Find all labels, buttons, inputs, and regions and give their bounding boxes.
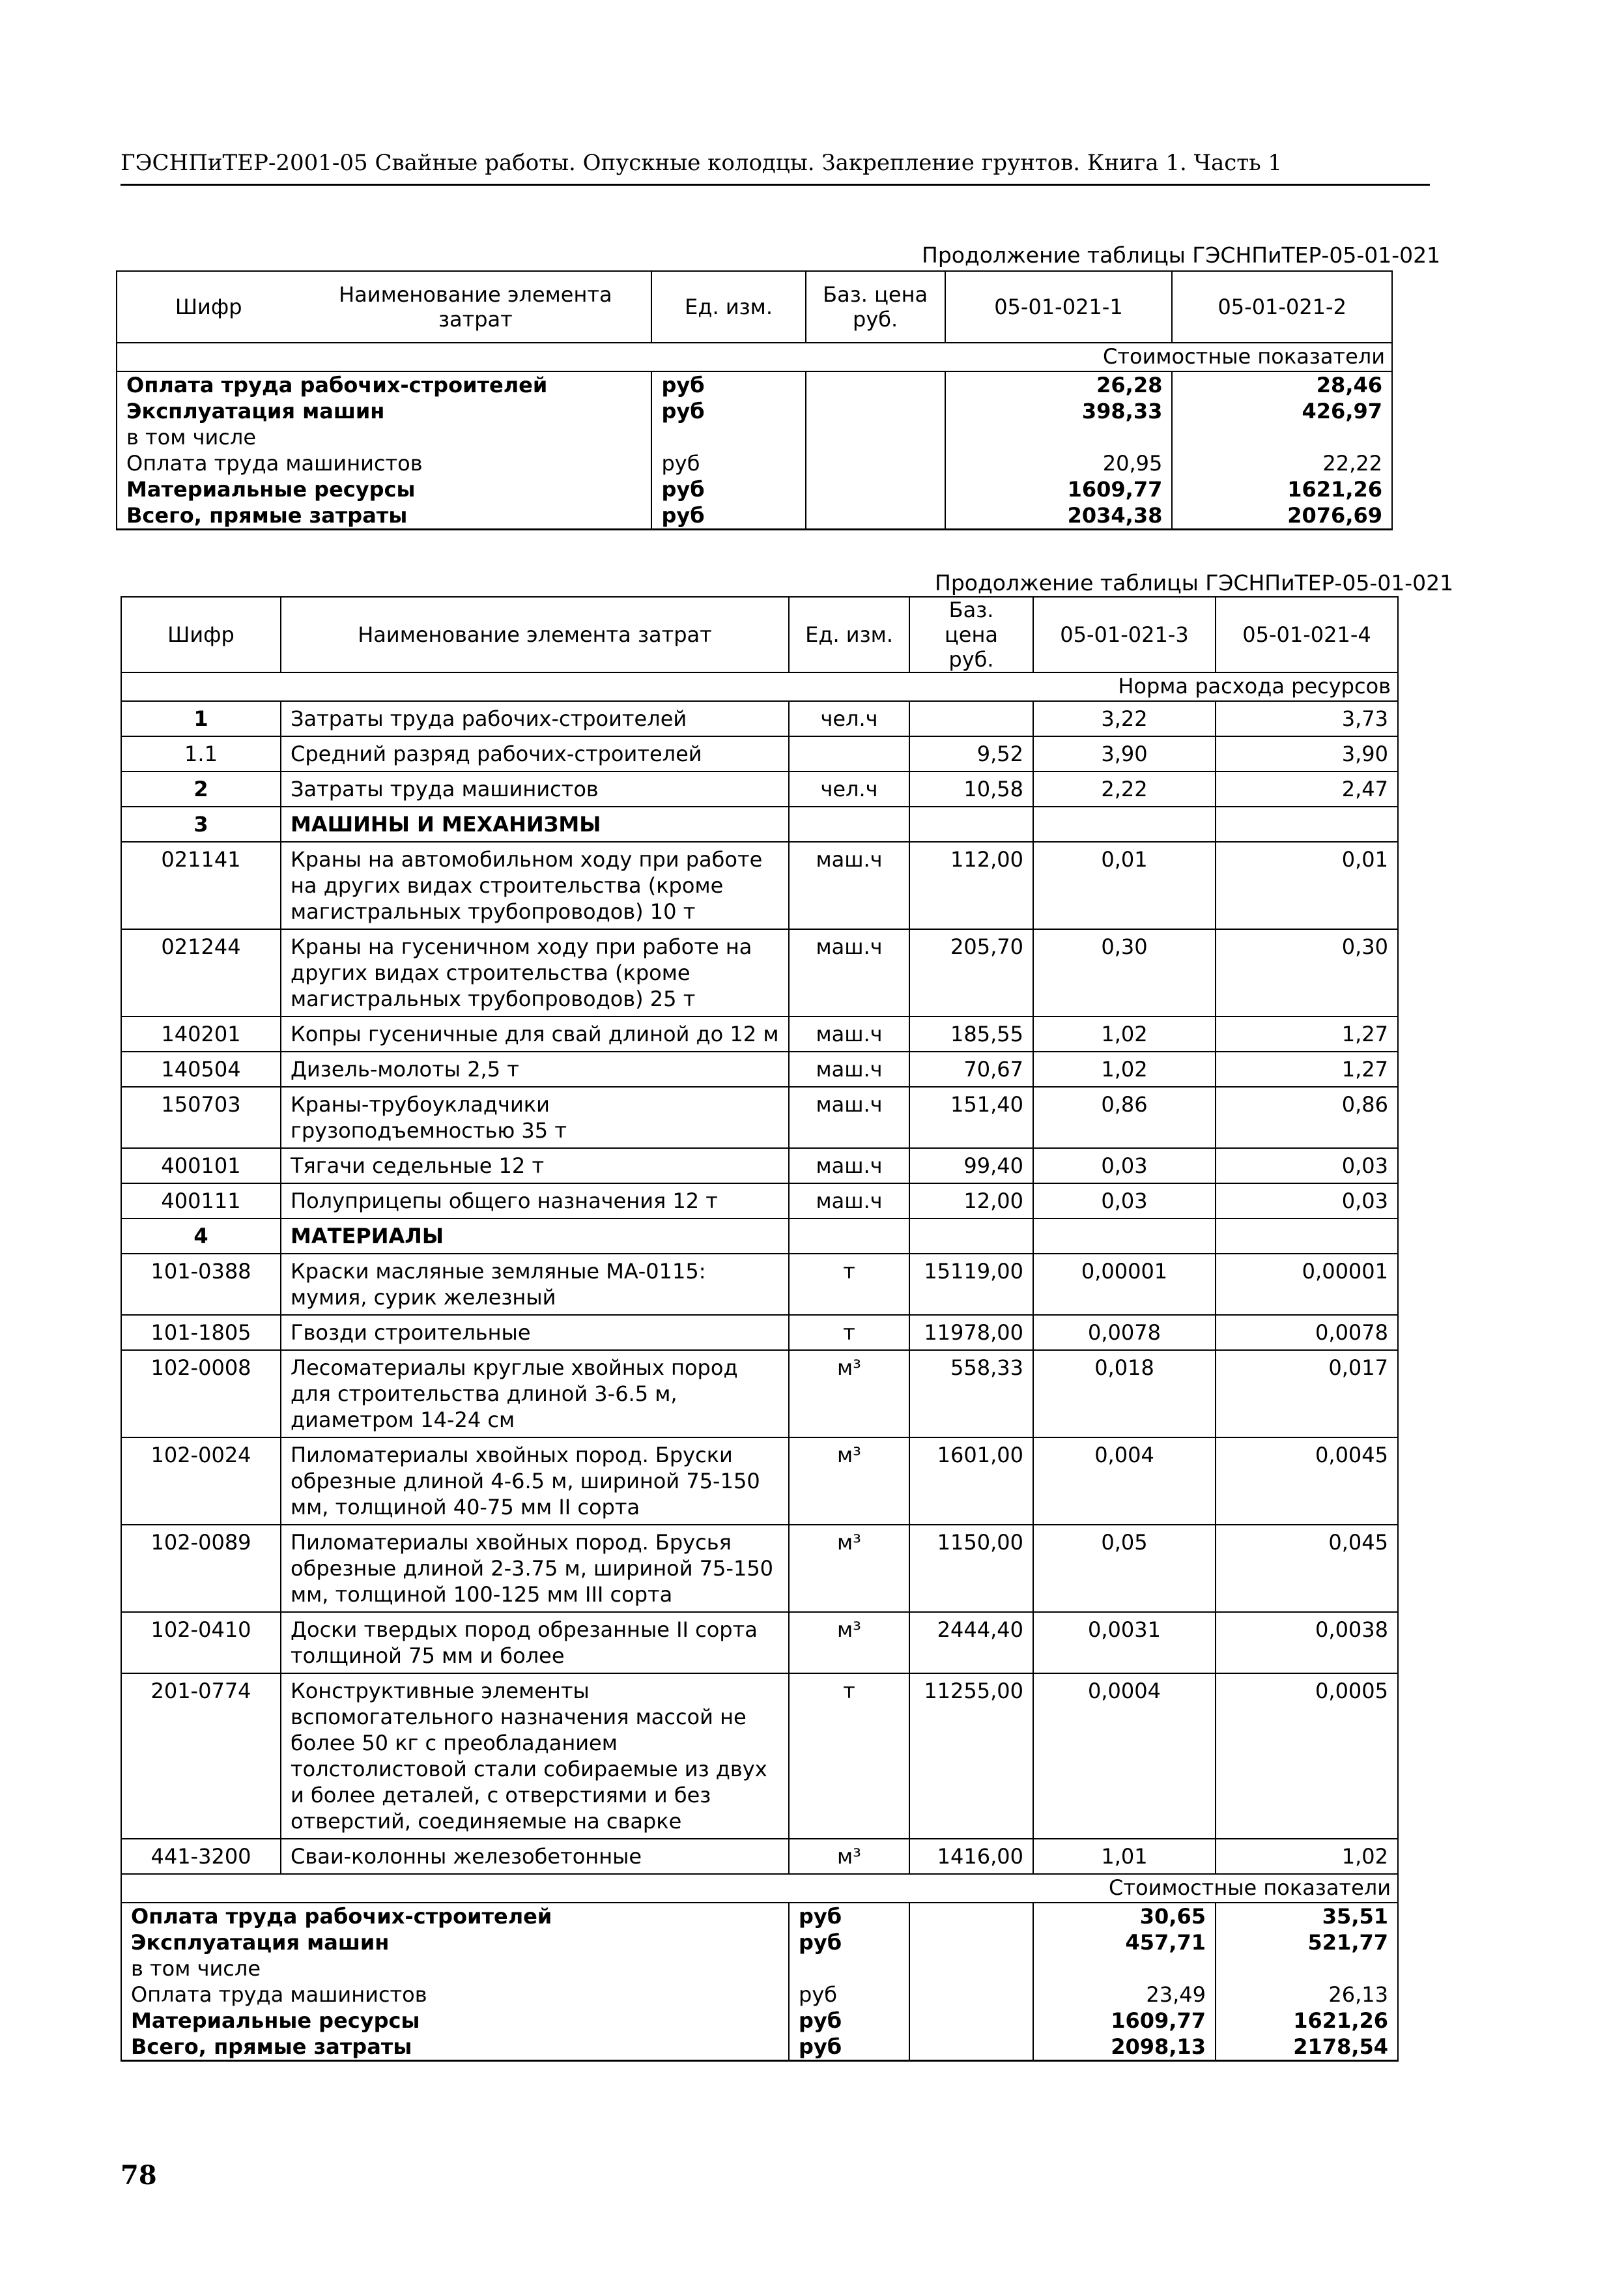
cost-row-price bbox=[909, 2008, 1033, 2034]
col-header-c1: 05-01-021-3 bbox=[1033, 597, 1216, 672]
cost-row-price bbox=[806, 502, 945, 530]
cost-row bbox=[117, 424, 1392, 450]
resource-code: 3 bbox=[121, 807, 281, 842]
resource-row bbox=[121, 1016, 1398, 1052]
cost-row-price bbox=[909, 2034, 1033, 2061]
cost-row-unit: руб bbox=[651, 476, 805, 502]
resource-value-2: 0,017 bbox=[1216, 1350, 1398, 1437]
resource-price: 99,40 bbox=[909, 1148, 1033, 1183]
cost-row-name: Оплата труда рабочих-строителей bbox=[117, 371, 651, 398]
resource-row bbox=[121, 1183, 1398, 1218]
cost-row-value-2 bbox=[1216, 1955, 1398, 1981]
cost-row bbox=[117, 450, 1392, 476]
col-header-unit: Ед. изм. bbox=[789, 597, 909, 672]
resource-row bbox=[121, 736, 1398, 771]
cost-row-value-2: 426,97 bbox=[1172, 398, 1392, 424]
cost-row bbox=[121, 1981, 1398, 2008]
cost-row-value-2: 2178,54 bbox=[1216, 2034, 1398, 2061]
resource-value-2: 1,27 bbox=[1216, 1052, 1398, 1087]
resource-price: 205,70 bbox=[909, 929, 1033, 1016]
resource-unit bbox=[789, 1218, 909, 1254]
table1-caption: Продолжение таблицы ГЭСНПиТЕР-05-01-021 bbox=[922, 242, 1441, 268]
resource-value-1: 0,018 bbox=[1033, 1350, 1216, 1437]
resource-row bbox=[121, 1148, 1398, 1183]
resource-code: 400101 bbox=[121, 1148, 281, 1183]
resource-name: Лесоматериалы круглые хвойных пород для строительства длиной 3-6.5 м, диаметром 14-24 см bbox=[281, 1350, 789, 1437]
resource-row bbox=[121, 1087, 1398, 1148]
resource-unit: чел.ч bbox=[789, 771, 909, 807]
resource-price bbox=[909, 1218, 1033, 1254]
resource-code: 140201 bbox=[121, 1016, 281, 1052]
resource-value-2 bbox=[1216, 807, 1398, 842]
cost-row-value-2: 28,46 bbox=[1172, 371, 1392, 398]
cost-row-value-2: 1621,26 bbox=[1216, 2008, 1398, 2034]
cost-row bbox=[121, 1929, 1398, 1955]
resource-value-2: 0,0038 bbox=[1216, 1612, 1398, 1673]
cost-row-price bbox=[909, 1955, 1033, 1981]
resource-value-1: 0,004 bbox=[1033, 1437, 1216, 1525]
cost-table-1 bbox=[116, 270, 1393, 530]
resource-value-2: 0,0005 bbox=[1216, 1673, 1398, 1839]
resource-name: Гвозди строительные bbox=[281, 1315, 789, 1350]
cost-row bbox=[117, 398, 1392, 424]
cost-row-name: Оплата труда машинистов bbox=[121, 1981, 789, 2008]
cost-row-name: Материальные ресурсы bbox=[121, 2008, 789, 2034]
cost-row-unit: руб bbox=[789, 2008, 909, 2034]
resource-row bbox=[121, 701, 1398, 736]
resource-name: Краны на автомобильном ходу при работе на других видах строительства (кроме магистральных трубопроводов) 10 т bbox=[281, 842, 789, 929]
resource-value-1: 2,22 bbox=[1033, 771, 1216, 807]
resource-unit: м³ bbox=[789, 1437, 909, 1525]
cost-row-value-1: 30,65 bbox=[1033, 1903, 1216, 1929]
resource-value-1: 0,03 bbox=[1033, 1183, 1216, 1218]
cost-row-value-1: 1609,77 bbox=[1033, 2008, 1216, 2034]
resource-name: Конструктивные элементы вспомогательного назначения массой не более 50 кг с преобладанием толстолистовой стали собираемые из двух и более деталей, с отверстиями и без отверстий, соединяемые на сварке bbox=[281, 1673, 789, 1839]
resource-value-1: 1,02 bbox=[1033, 1016, 1216, 1052]
resource-code: 140504 bbox=[121, 1052, 281, 1087]
resource-row bbox=[121, 771, 1398, 807]
cost-row-unit: руб bbox=[651, 450, 805, 476]
col-header-name: Наименование элемента затрат bbox=[300, 271, 651, 343]
resource-code: 1.1 bbox=[121, 736, 281, 771]
cost-row-value-2 bbox=[1172, 424, 1392, 450]
resource-value-1: 0,0078 bbox=[1033, 1315, 1216, 1350]
resource-name: Копры гусеничные для свай длиной до 12 м bbox=[281, 1016, 789, 1052]
col-header-c2: 05-01-021-4 bbox=[1216, 597, 1398, 672]
cost-row bbox=[121, 2034, 1398, 2061]
resource-value-1: 0,0004 bbox=[1033, 1673, 1216, 1839]
resource-price: 558,33 bbox=[909, 1350, 1033, 1437]
col-header-c2: 05-01-021-2 bbox=[1172, 271, 1392, 343]
resource-value-2: 0,045 bbox=[1216, 1525, 1398, 1612]
resource-row bbox=[121, 807, 1398, 842]
resource-row bbox=[121, 842, 1398, 929]
resource-value-2: 0,0045 bbox=[1216, 1437, 1398, 1525]
resource-unit: т bbox=[789, 1315, 909, 1350]
cost-row bbox=[117, 502, 1392, 530]
resource-row bbox=[121, 1839, 1398, 1874]
resource-price: 1601,00 bbox=[909, 1437, 1033, 1525]
resource-value-2: 0,03 bbox=[1216, 1148, 1398, 1183]
cost-row-value-1 bbox=[1033, 1955, 1216, 1981]
resource-value-1: 1,02 bbox=[1033, 1052, 1216, 1087]
cost-row bbox=[117, 371, 1392, 398]
cost-row-price bbox=[806, 424, 945, 450]
resource-unit: маш.ч bbox=[789, 1087, 909, 1148]
resource-code: 4 bbox=[121, 1218, 281, 1254]
resource-row bbox=[121, 1673, 1398, 1839]
cost-row-value-1: 23,49 bbox=[1033, 1981, 1216, 2008]
resource-value-2: 1,27 bbox=[1216, 1016, 1398, 1052]
page-number: 78 bbox=[121, 2160, 157, 2191]
resource-price: 15119,00 bbox=[909, 1254, 1033, 1315]
cost-row-value-1: 2034,38 bbox=[945, 502, 1173, 530]
cost-row-value-1: 20,95 bbox=[945, 450, 1173, 476]
page-header: ГЭСНПиТЕР-2001-05 Свайные работы. Опускные колодцы. Закрепление грунтов. Книга 1. Часть 1 bbox=[121, 150, 1283, 176]
resource-code: 102-0410 bbox=[121, 1612, 281, 1673]
resource-unit: маш.ч bbox=[789, 1183, 909, 1218]
resource-unit bbox=[789, 807, 909, 842]
resource-code: 102-0008 bbox=[121, 1350, 281, 1437]
resource-unit: т bbox=[789, 1673, 909, 1839]
resource-value-2: 3,73 bbox=[1216, 701, 1398, 736]
resource-code: 101-0388 bbox=[121, 1254, 281, 1315]
resource-price: 112,00 bbox=[909, 842, 1033, 929]
resource-code: 1 bbox=[121, 701, 281, 736]
resource-name: Доски твердых пород обрезанные II сорта толщиной 75 мм и более bbox=[281, 1612, 789, 1673]
resource-price: 11978,00 bbox=[909, 1315, 1033, 1350]
resource-row bbox=[121, 1052, 1398, 1087]
cost-row-name: Эксплуатация машин bbox=[117, 398, 651, 424]
resource-value-1: 1,01 bbox=[1033, 1839, 1216, 1874]
cost-row-price bbox=[806, 371, 945, 398]
cost-row-unit: руб bbox=[789, 2034, 909, 2061]
resource-code: 101-1805 bbox=[121, 1315, 281, 1350]
resource-row bbox=[121, 1525, 1398, 1612]
resource-code: 2 bbox=[121, 771, 281, 807]
cost-row-name: Материальные ресурсы bbox=[117, 476, 651, 502]
resource-price: 70,67 bbox=[909, 1052, 1033, 1087]
resource-value-2: 3,90 bbox=[1216, 736, 1398, 771]
resource-name: Краны на гусеничном ходу при работе на других видах строительства (кроме магистральных трубопроводов) 25 т bbox=[281, 929, 789, 1016]
resource-name: Затраты труда машинистов bbox=[281, 771, 789, 807]
resource-unit: маш.ч bbox=[789, 1052, 909, 1087]
cost-row-value-1: 2098,13 bbox=[1033, 2034, 1216, 2061]
resource-name: Пиломатериалы хвойных пород. Бруски обрезные длиной 4-6.5 м, шириной 75-150 мм, толщиной 40-75 мм II сорта bbox=[281, 1437, 789, 1525]
resource-name: Средний разряд рабочих-строителей bbox=[281, 736, 789, 771]
cost-row-value-2: 35,51 bbox=[1216, 1903, 1398, 1929]
resource-price: 2444,40 bbox=[909, 1612, 1033, 1673]
resource-name: МАШИНЫ И МЕХАНИЗМЫ bbox=[281, 807, 789, 842]
cost-row-value-2: 2076,69 bbox=[1172, 502, 1392, 530]
cost-row-price bbox=[806, 398, 945, 424]
resource-row bbox=[121, 1315, 1398, 1350]
resource-value-2: 0,03 bbox=[1216, 1183, 1398, 1218]
resource-name: Краски масляные земляные МА-0115: мумия, сурик железный bbox=[281, 1254, 789, 1315]
resource-code: 201-0774 bbox=[121, 1673, 281, 1839]
resource-value-1: 0,01 bbox=[1033, 842, 1216, 929]
resource-row bbox=[121, 929, 1398, 1016]
resource-value-2: 2,47 bbox=[1216, 771, 1398, 807]
cost-row-price bbox=[909, 1929, 1033, 1955]
resource-value-1: 0,03 bbox=[1033, 1148, 1216, 1183]
resource-code: 400111 bbox=[121, 1183, 281, 1218]
col-header-code: Шифр bbox=[117, 271, 300, 343]
cost-row-value-2: 1621,26 bbox=[1172, 476, 1392, 502]
resource-price: 1150,00 bbox=[909, 1525, 1033, 1612]
resource-row bbox=[121, 1612, 1398, 1673]
col-header-unit: Ед. изм. bbox=[651, 271, 805, 343]
resource-price: 11255,00 bbox=[909, 1673, 1033, 1839]
resource-row bbox=[121, 1254, 1398, 1315]
resource-unit bbox=[789, 736, 909, 771]
resource-price: 9,52 bbox=[909, 736, 1033, 771]
resource-value-2 bbox=[1216, 1218, 1398, 1254]
col-header-c1: 05-01-021-1 bbox=[945, 271, 1173, 343]
resource-unit: м³ bbox=[789, 1350, 909, 1437]
resource-code: 021244 bbox=[121, 929, 281, 1016]
resource-unit: м³ bbox=[789, 1839, 909, 1874]
resource-unit: маш.ч bbox=[789, 1148, 909, 1183]
cost-row bbox=[121, 2008, 1398, 2034]
resource-table bbox=[121, 596, 1399, 2062]
norm-label: Норма расхода ресурсов bbox=[121, 672, 1398, 701]
cost-row-name: Всего, прямые затраты bbox=[117, 502, 651, 530]
resource-name: Тягачи седельные 12 т bbox=[281, 1148, 789, 1183]
cost-row-unit: руб bbox=[651, 398, 805, 424]
resource-value-1 bbox=[1033, 1218, 1216, 1254]
cost-row-name: Оплата труда рабочих-строителей bbox=[121, 1903, 789, 1929]
resource-price: 1416,00 bbox=[909, 1839, 1033, 1874]
cost-row-unit bbox=[789, 1955, 909, 1981]
resource-code: 441-3200 bbox=[121, 1839, 281, 1874]
cost-row-value-1: 457,71 bbox=[1033, 1929, 1216, 1955]
resource-name: Сваи-колонны железобетонные bbox=[281, 1839, 789, 1874]
cost-row-price bbox=[909, 1981, 1033, 2008]
resource-unit: т bbox=[789, 1254, 909, 1315]
resource-name: Дизель-молоты 2,5 т bbox=[281, 1052, 789, 1087]
resource-unit: м³ bbox=[789, 1525, 909, 1612]
cost-row-price bbox=[909, 1903, 1033, 1929]
cost-row-value-2: 26,13 bbox=[1216, 1981, 1398, 2008]
resource-value-2: 0,30 bbox=[1216, 929, 1398, 1016]
resource-price: 12,00 bbox=[909, 1183, 1033, 1218]
resource-value-1: 0,30 bbox=[1033, 929, 1216, 1016]
col-header-name: Наименование элемента затрат bbox=[281, 597, 789, 672]
resource-code: 021141 bbox=[121, 842, 281, 929]
cost-row-price bbox=[806, 450, 945, 476]
resource-price bbox=[909, 807, 1033, 842]
resource-value-2: 0,00001 bbox=[1216, 1254, 1398, 1315]
resource-value-1 bbox=[1033, 807, 1216, 842]
cost-row bbox=[121, 1903, 1398, 1929]
col-header-price: Баз. цена руб. bbox=[909, 597, 1033, 672]
table2-caption: Продолжение таблицы ГЭСНПиТЕР-05-01-021 bbox=[935, 570, 1454, 596]
cost-row-name: Оплата труда машинистов bbox=[117, 450, 651, 476]
resource-row bbox=[121, 1218, 1398, 1254]
cost-row-name: Эксплуатация машин bbox=[121, 1929, 789, 1955]
resource-row bbox=[121, 1350, 1398, 1437]
resource-name: Затраты труда рабочих-строителей bbox=[281, 701, 789, 736]
cost-row-price bbox=[806, 476, 945, 502]
resource-code: 102-0024 bbox=[121, 1437, 281, 1525]
resource-unit: маш.ч bbox=[789, 1016, 909, 1052]
cost-row-value-2: 521,77 bbox=[1216, 1929, 1398, 1955]
resource-name: Полуприцепы общего назначения 12 т bbox=[281, 1183, 789, 1218]
cost-row-unit: руб bbox=[789, 1903, 909, 1929]
resource-unit: м³ bbox=[789, 1612, 909, 1673]
resource-row bbox=[121, 1437, 1398, 1525]
header-rule bbox=[121, 184, 1430, 186]
cost-row bbox=[121, 1955, 1398, 1981]
cost-row-name: в том числе bbox=[121, 1955, 789, 1981]
resource-price: 10,58 bbox=[909, 771, 1033, 807]
cost-row-unit: руб bbox=[789, 1981, 909, 2008]
cost-row-unit: руб bbox=[651, 371, 805, 398]
resource-name: Краны-трубоукладчики грузоподъемностью 35 т bbox=[281, 1087, 789, 1148]
resource-unit: чел.ч bbox=[789, 701, 909, 736]
cost-label: Стоимостные показатели bbox=[121, 1874, 1398, 1903]
cost-row-name: Всего, прямые затраты bbox=[121, 2034, 789, 2061]
resource-value-1: 3,90 bbox=[1033, 736, 1216, 771]
cost-row-value-1: 398,33 bbox=[945, 398, 1173, 424]
resource-code: 102-0089 bbox=[121, 1525, 281, 1612]
section-label: Стоимостные показатели bbox=[117, 343, 1392, 371]
resource-value-1: 0,86 bbox=[1033, 1087, 1216, 1148]
col-header-price: Баз. цена руб. bbox=[806, 271, 945, 343]
cost-row-unit: руб bbox=[789, 1929, 909, 1955]
col-header-code: Шифр bbox=[121, 597, 281, 672]
cost-row-value-2: 22,22 bbox=[1172, 450, 1392, 476]
resource-value-1: 3,22 bbox=[1033, 701, 1216, 736]
cost-row-value-1: 26,28 bbox=[945, 371, 1173, 398]
cost-row-value-1: 1609,77 bbox=[945, 476, 1173, 502]
resource-unit: маш.ч bbox=[789, 929, 909, 1016]
resource-value-1: 0,00001 bbox=[1033, 1254, 1216, 1315]
resource-unit: маш.ч bbox=[789, 842, 909, 929]
resource-value-1: 0,05 bbox=[1033, 1525, 1216, 1612]
resource-code: 150703 bbox=[121, 1087, 281, 1148]
resource-value-2: 1,02 bbox=[1216, 1839, 1398, 1874]
cost-row-unit: руб bbox=[651, 502, 805, 530]
resource-name: МАТЕРИАЛЫ bbox=[281, 1218, 789, 1254]
resource-value-2: 0,86 bbox=[1216, 1087, 1398, 1148]
resource-name: Пиломатериалы хвойных пород. Брусья обрезные длиной 2-3.75 м, шириной 75-150 мм, толщиной 100-125 мм III сорта bbox=[281, 1525, 789, 1612]
resource-value-1: 0,0031 bbox=[1033, 1612, 1216, 1673]
resource-value-2: 0,0078 bbox=[1216, 1315, 1398, 1350]
cost-row-unit bbox=[651, 424, 805, 450]
resource-price bbox=[909, 701, 1033, 736]
resource-price: 151,40 bbox=[909, 1087, 1033, 1148]
resource-price: 185,55 bbox=[909, 1016, 1033, 1052]
resource-value-2: 0,01 bbox=[1216, 842, 1398, 929]
cost-row-name: в том числе bbox=[117, 424, 651, 450]
cost-row-value-1 bbox=[945, 424, 1173, 450]
cost-row bbox=[117, 476, 1392, 502]
